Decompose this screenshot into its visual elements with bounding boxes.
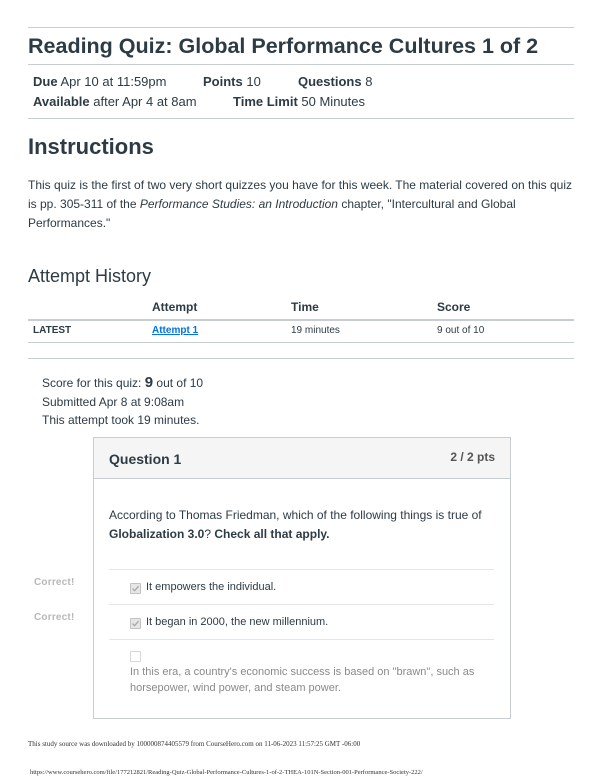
submitted-time: Submitted Apr 8 at 9:08am	[42, 395, 185, 409]
answer-divider	[109, 639, 494, 640]
attempt-time: 19 minutes	[291, 325, 340, 336]
checkbox-answer-1[interactable]	[130, 583, 141, 594]
questions-label: Questions	[298, 74, 362, 89]
download-note: This study source was downloaded by 100000874405579 from CourseHero.com on 11-06-2023 11:57:25 GMT -06:00	[28, 740, 361, 748]
question-points: 2 / 2 pts	[450, 450, 495, 464]
score-suffix: out of 10	[153, 376, 204, 390]
summary-divider	[28, 358, 574, 359]
questions-meta	[298, 74, 372, 89]
score-prefix: Score for this quiz:	[42, 376, 145, 390]
due-value: Apr 10 at 11:59pm	[60, 74, 167, 89]
column-header-score: Score	[437, 300, 471, 314]
correct-flag-1: Correct!	[34, 577, 75, 588]
available-meta	[33, 94, 197, 109]
due-meta	[33, 74, 166, 89]
answer-divider	[109, 569, 494, 570]
question-card	[93, 437, 511, 719]
score-value: 9	[144, 374, 154, 391]
question-header	[94, 438, 510, 479]
time-limit-label: Time Limit	[233, 94, 298, 109]
question-text-bold: Globalization 3.0	[109, 527, 205, 541]
answer-text-3: In this era, a country's economic success is based on "brawn", such as horsepower, wind power, and steam power.	[130, 666, 475, 694]
answer-text-1: It empowers the individual.	[146, 581, 277, 593]
instructions-heading: Instructions	[28, 134, 154, 159]
instructions-text-end: chapter, "Intercultural and Global Performances."	[28, 197, 516, 230]
time-limit-value: 50 Minutes	[301, 94, 365, 109]
time-limit-meta	[233, 94, 365, 109]
question-instruction: Check all that apply.	[214, 527, 330, 541]
checkbox-answer-3[interactable]	[130, 651, 141, 662]
attempt-history-heading: Attempt History	[28, 266, 152, 286]
table-row-divider	[28, 342, 574, 343]
answer-divider	[109, 604, 494, 605]
top-divider	[28, 27, 574, 28]
book-title: Performance Studies: an Introduction	[139, 197, 338, 211]
checkbox-answer-2[interactable]	[130, 618, 141, 629]
questions-value: 8	[365, 74, 373, 89]
attempt-1-link[interactable]: Attempt 1	[152, 325, 199, 336]
points-meta	[203, 74, 261, 89]
table-header-divider	[28, 319, 574, 321]
answer-text-2: It began in 2000, the new millennium.	[146, 616, 329, 628]
checkmark-icon	[131, 619, 140, 628]
title-divider	[28, 64, 574, 65]
due-label: Due	[33, 74, 58, 89]
question-title: Question 1	[109, 451, 182, 467]
question-text-middle: ?	[204, 527, 215, 541]
attempt-duration: This attempt took 19 minutes.	[42, 413, 200, 427]
source-url: https://www.coursehero.com/file/177212821/Reading-Quiz-Global-Performance-Cultures-1-of-2-THEA-101N-Section-001-Performance-Society-222/	[30, 769, 423, 776]
checkmark-icon	[131, 584, 140, 593]
attempt-score: 9 out of 10	[437, 325, 485, 336]
column-header-attempt: Attempt	[152, 300, 198, 314]
question-text	[109, 506, 501, 544]
row-label-latest: LATEST	[33, 325, 72, 336]
correct-flag-2: Correct!	[34, 612, 75, 623]
instructions-text-start: This quiz is the first of two very short quizzes you have for this week. The material covered on this quiz is pp. 305-311 of the	[28, 178, 573, 211]
points-value: 10	[246, 74, 261, 89]
quiz-score	[42, 374, 203, 391]
instructions-text	[28, 176, 576, 233]
page-title: Reading Quiz: Global Performance Cultures 1 of 2	[28, 34, 539, 58]
available-value: after Apr 4 at 8am	[93, 94, 197, 109]
meta-divider	[28, 118, 574, 119]
points-label: Points	[203, 74, 243, 89]
column-header-time: Time	[291, 300, 319, 314]
available-label: Available	[33, 94, 90, 109]
question-text-start: According to Thomas Friedman, which of the following things is true of	[109, 508, 482, 522]
